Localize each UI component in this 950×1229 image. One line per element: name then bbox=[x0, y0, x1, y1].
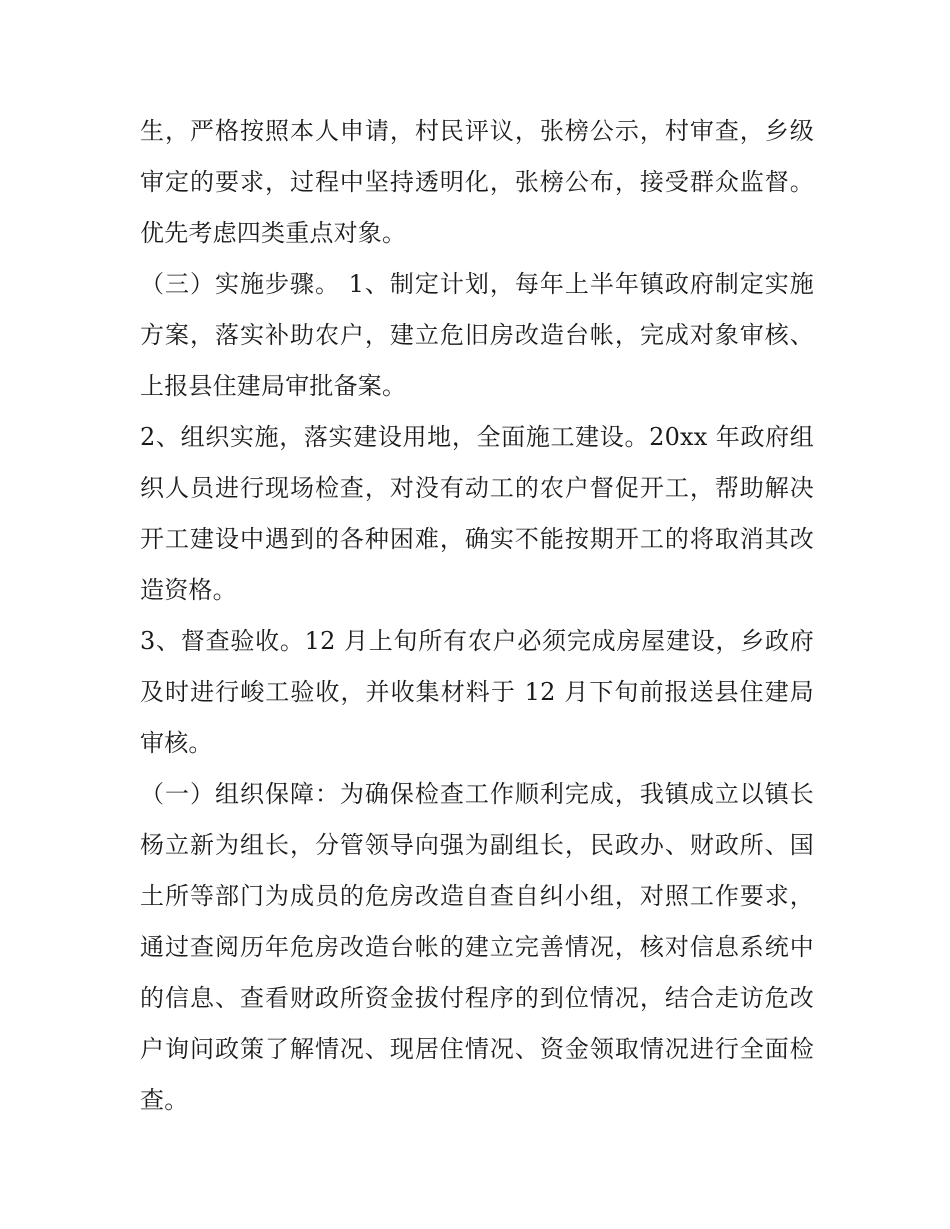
paragraph-inspection-acceptance: 3、督查验收。12 月上旬所有农户必须完成房屋建设，乡政府及时进行峻工验收，并收集材料于 12 月下旬前报送县住建局审核。 bbox=[140, 627, 814, 757]
paragraph-organizational-guarantee: （一）组织保障：为确保检查工作顺利完成，我镇成立以镇长杨立新为组长，分管领导向强为副组长，民政办、财政所、国土所等部门为成员的危房改造自查自纠小组，对照工作要求，通过查阅历年危房改造台帐的建立完善情况，核对信息系统中的信息、查看财政所资金拔付程序的到位情况，结合走访危改户询问政策了解情况、现居住情况、资金领取情况进行全面检查。 bbox=[140, 780, 814, 1114]
paragraph-selection-criteria: 生，严格按照本人申请，村民评议，张榜公示，村审查，乡级审定的要求，过程中坚持透明化，张榜公布，接受群众监督。优先考虑四类重点对象。 bbox=[140, 117, 814, 247]
paragraph-organize-implementation: 2、组织实施，落实建设用地，全面施工建设。20xx 年政府组织人员进行现场检查，对没有动工的农户督促开工，帮助解决开工建设中遇到的各种困难，确实不能按期开工的将取消其改造资格。 bbox=[140, 423, 814, 604]
paragraph-implementation-steps: （三）实施步骤。 1、制定计划，每年上半年镇政府制定实施方案，落实补助农户，建立危旧房改造台帐，完成对象审核、上报县住建局审批备案。 bbox=[140, 270, 814, 400]
document-body bbox=[140, 106, 814, 1126]
